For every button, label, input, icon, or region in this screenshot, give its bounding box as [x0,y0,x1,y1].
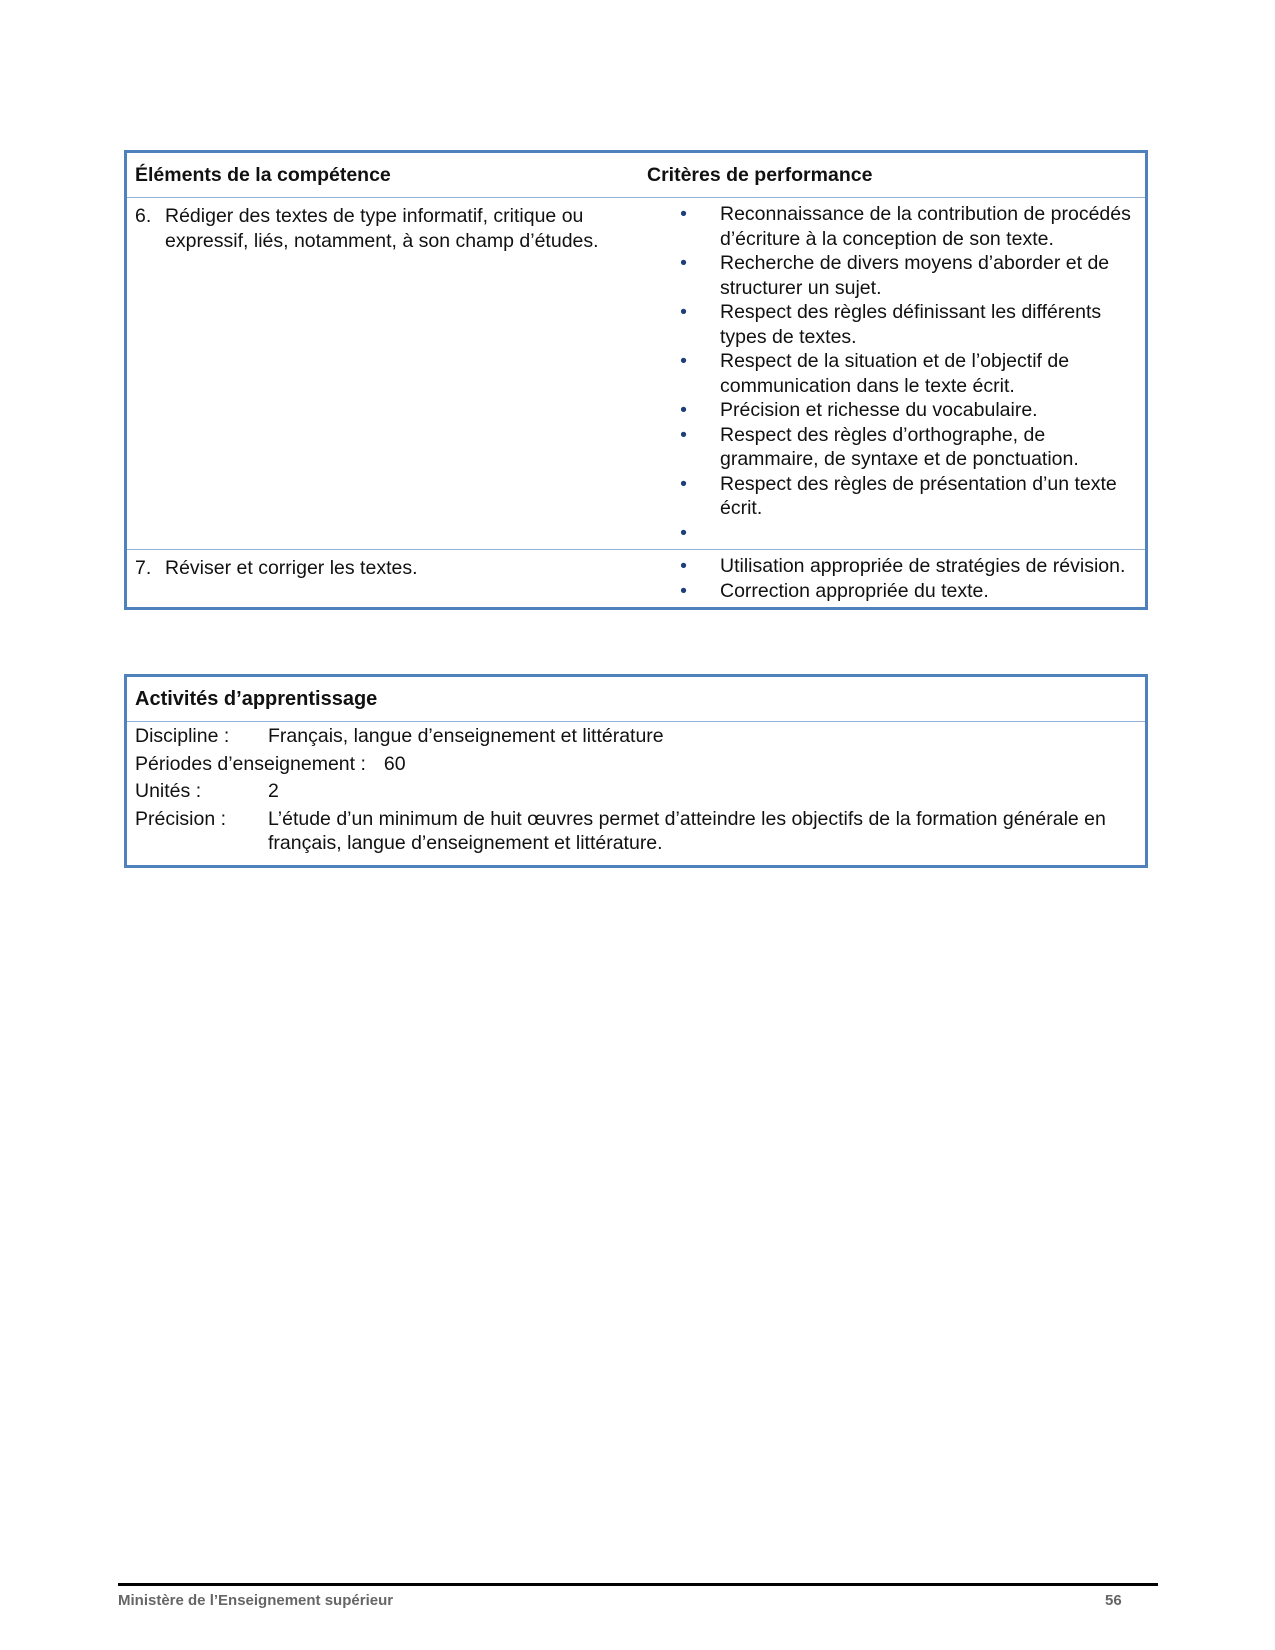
activities-table [124,674,1148,868]
criteria-text: Respect des règles d’orthographe, de grammaire, de syntaxe et de ponctuation. [720,423,1079,470]
activities-body [127,722,1145,865]
bullet-icon: • [680,203,687,225]
units-label: Unités : [135,780,202,802]
table-row [127,550,1145,607]
criteria-text: Recherche de divers moyens d’aborder et de structurer un sujet. [720,252,1110,299]
criteria-item [647,579,1137,604]
criteria-text: Correction appropriée du texte. [720,579,989,602]
bullet-icon: • [680,472,687,495]
precision-label: Précision : [135,807,227,830]
criteria-list [647,202,1137,545]
criteria-text: Reconnaissance de la contribution de procédés d’écriture à la conception de son texte. [720,203,1131,250]
footer-organization: Ministère de l’Enseignement supérieur [118,1592,394,1609]
element-number: 6. [135,205,152,227]
activities-title: Activités d’apprentissage [127,677,1145,722]
discipline-row [135,724,1137,749]
criteria-list [647,554,1137,603]
footer-divider [118,1583,1158,1586]
criteria-text: Respect des règles définissant les différents types de textes. [720,301,1102,348]
element-cell [127,550,647,607]
element-cell [127,198,647,549]
criteria-item [647,554,1137,579]
criteria-cell [647,198,1145,549]
criteria-item [647,472,1137,521]
criteria-text: Respect des règles de présentation d’un texte écrit. [720,472,1117,519]
criteria-text: Utilisation appropriée de stratégies de révision. [720,555,1126,577]
periods-label: Périodes d’enseignement : [135,752,366,775]
table-row [127,198,1145,550]
criteria-item-empty [647,521,1137,546]
bullet-icon: • [680,399,687,421]
criteria-cell [647,550,1145,607]
element-text: Rédiger des textes de type informatif, critique ou expressif, liés, notamment, à son champ d’études. [165,205,599,252]
header-criteria: Critères de performance [647,163,873,186]
criteria-text: Précision et richesse du vocabulaire. [720,399,1038,421]
criteria-item [647,398,1137,423]
criteria-item [647,202,1137,251]
criteria-item [647,349,1137,398]
table-header [127,153,1145,198]
discipline-label: Discipline : [135,725,230,747]
bullet-icon: • [680,252,687,274]
competence-table [124,150,1148,610]
bullet-icon: • [680,423,687,446]
bullet-icon: • [680,555,687,577]
criteria-text: Respect de la situation et de l’objectif de communication dans le texte écrit. [720,350,1070,397]
criteria-item [647,423,1137,472]
criteria-text [720,521,1137,546]
element-text: Réviser et corriger les textes. [165,557,418,579]
units-value: 2 [268,780,279,802]
periods-value: 60 [383,752,406,775]
criteria-item [647,300,1137,349]
header-elements: Éléments de la compétence [135,163,391,186]
periods-row [135,752,1137,777]
bullet-icon: • [680,579,687,602]
precision-value: L’étude d’un minimum de huit œuvres permet d’atteindre les objectifs de la formation générale en français, langue d’enseignement et littérature. [268,807,1106,854]
precision-row [135,807,1137,856]
criteria-item [647,251,1137,300]
page-number: 56 [1105,1592,1122,1609]
units-row [135,779,1137,804]
discipline-value: Français, langue d’enseignement et littérature [268,725,664,747]
element-number: 7. [135,557,152,579]
bullet-icon: • [680,301,687,323]
bullet-icon: • [680,521,687,544]
bullet-icon: • [680,350,687,372]
